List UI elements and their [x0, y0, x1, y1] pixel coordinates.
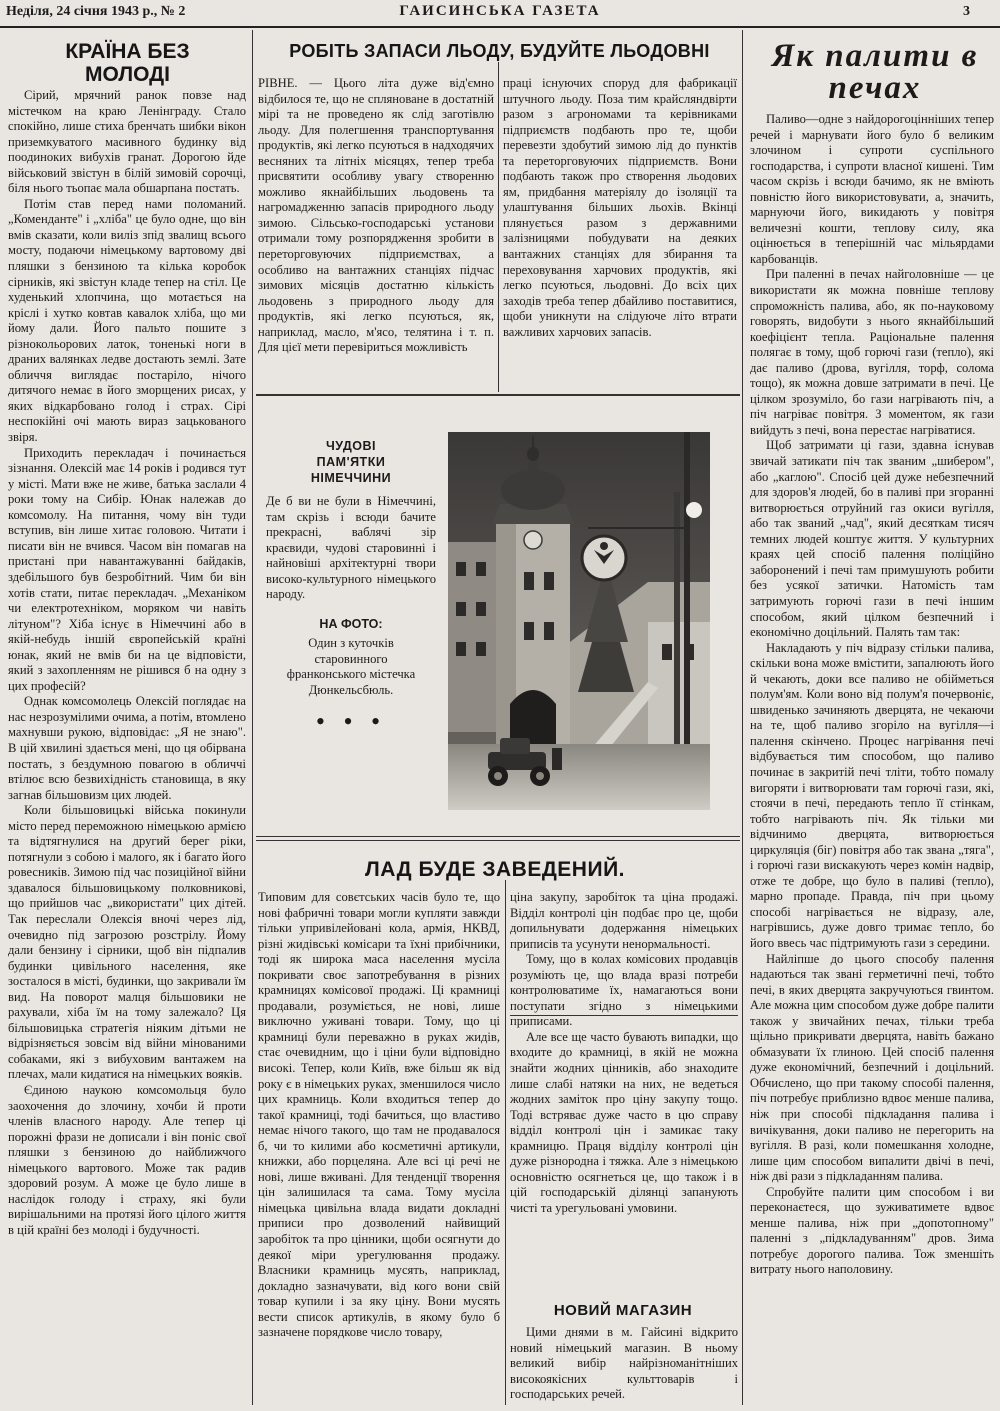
paragraph: Спробуйте палити цим способом і ви переконаєтеся, що зуживатимете вдвоє менше палива, ніж при „допотопному" паленні з „підкладуванням" дров. Зима потребує дорогого палива. Тож зменшіть витрату нього наполовину.: [750, 1184, 994, 1277]
section-divider: [256, 836, 740, 837]
paragraph: При паленні в печах найголовніше — це використати як можна повніше теплову спроможність палива, або, як по-науковому говорять, видобути з нього якнайбільший коефіцієнт тепла. Раціональне палення полягає в тому, щоб горючі гази (тепло), які дає паливо (дрова, вугілля, торф, солома тощо), як можна довше затримати в печі. Це цілком зрозуміло, бо гази нагрівають піч, а піч нагріває повітря. З моментом, як гази вийдуть з печі, вона перестає нагріватися.: [750, 267, 994, 437]
article-order-col2: [510, 890, 738, 1215]
column-divider: [505, 880, 506, 1405]
column-divider: [742, 30, 743, 1405]
paragraph: Приходить перекладач і починається зізнання. Олексій має 14 років і родився тут у місті. Мати вже не живе, батька заслали 4 роки тому на Сибір. Юнак належав до комсомолу. На питання, чому він туди вступив, він лише хитає головою. Читати і писати він не вчився. Часом він помагав на пристані при навантажуванні байдаків, здебільшого був безробітний. Чим би він хотів стати, питає перекладач. „Механіком чи електротехніком, моряком чи навіть літуном"? Хіба існує в Німеччині або в якій-небудь іншій європейській країні юнак, який не вмів би на це відповісти, який з захопленням не рішився б на одну з цих професій?: [8, 445, 246, 693]
paragraph: Паливо—одне з найдорогоцінніших тепер речей і марнувати його було б великим злочином і супроти суспільного господарства, і супроти власної кишені. Тим часом скрізь і всюди бачимо, як не вміють повністю його використовувати, а, значить, марнуючи його, викидають у повітря величезні кошти, теплову силу, яка оцінюється в теперішній час мільярдами карбованців.: [750, 112, 994, 266]
article-country-body: [8, 88, 246, 1406]
paragraph: Щоб затримати ці гази, здавна існував звичай затикати піч так званим „шибером", або „каглою". Спосіб цей дуже небезпечний для здоров'я людей, бо в паливі при згоранні витворюється отруйний газ окиси вугілля, або так званий „чад", який десяткам тисяч темних людей коштує життя. У культурних краях цей спосіб палення поліційно заборонений і печі там примушують робити без усякої затички. Натомість там затримують горючі гази в печі іншим способом, який цілком безпечний і економічно доцільний. Палять там так:: [750, 438, 994, 640]
article-shop-body: [510, 1325, 738, 1407]
paragraph: Сірий, мрячний ранок повзе над містечком на краю Ленінграду. Стало спокійно, лише стиха бренчать шибки вікон приземкуватого масивного будинку від поодиноких вибухів гранат. Дорогою йде військовий звістун в білій зимовій сорочці, біля нього тьопає мала обшарпана постать.: [8, 88, 246, 196]
section-divider: [256, 394, 740, 396]
headline-stove: Як палити в печах: [771, 38, 979, 106]
caption-text: Де б ви не були в Німеччині, там скрізь і всюди бачите прекрасні, ваблячі зір краєвиди, чудові старовинні і найновіші архітектурні твори високо-культурного німецького народу.: [266, 494, 436, 601]
paragraph: Тому, що в колах комісових продавців розуміють це, що влада вразі потреби контролюватиме їх, намагаються вони поступати згідно з німецькими приписами.: [510, 952, 738, 1029]
paragraph: ціна закупу, заробіток та ціна продажі. Відділ контролі цін подбає про це, щоби допильнувати додержання німецьких приписів та усунути ненормальності.: [510, 890, 738, 951]
page-number: 3: [963, 4, 970, 19]
issue-date: Неділя, 24 січня 1943 р., № 2: [6, 4, 186, 19]
paragraph: Однак комсомолець Олексій поглядає на нас незрозумілими очима, а потім, втомлено махнувши рукою, відповідає: „Я не знаю". В цій хвилині здається мені, що ця обірвана постать, з бездумною повагою в обличчі втілює всю безвихідність становища, в яку загнав більшовизм цих людей.: [8, 694, 246, 802]
section-divider: [256, 840, 740, 841]
headline-order: ЛАД БУДЕ ЗАВЕДЕНИЙ.: [365, 858, 625, 881]
caption-photo-text: Один з куточків старовинного франконського містечка Дюнкельсбюль.: [286, 636, 416, 697]
article-ice-col2: праці існуючих споруд для фабрикації штучного льоду. Поза тим крайсляндвірти разом з агрономами та керівниками підприємств подбають про те, щоби перевезти здобутий зимою лід до пунктів та переторговуючих підприємств. Вони подбають також про створення льодових ям, придбання матеріялу до ізоляції та улаштування більших льохів. Вкінці плянується разом з державними залізницями побудувати на деяких вантажних станціях для збирання та переховування харчових продуктів, які легко псуються, льодовні. До всіх цих заходів треба тепер дбайливо поставитися, щоби уникнути на слідуюче літо втрати важливих харчових запасів.: [503, 76, 737, 339]
article-ice-col1: РІВНЕ. — Цього літа дуже від'ємно відбилося те, що не спляноване в достатній мірі та не проведено як слід заготівлю льоду. Для полегшення транспортування продуктів, які легко псуються в надходячих весняних та літніх місяцях, тепер треба присвятити особливу увагу створенню можливо якнайбільших льодовень та нагромадженню запасів природного льоду зимою. Сільсько-господарські установи отримали тому розпорядження зробити в переторговуючих підприємствах, а особливо на вантажних станціях підчас зимових місяців достатню кількість льодовень з природного льоду для продуктів, які легко псуються, як, наприклад, масло, м'ясо, телятина і т. п. Для цієї мети перевіриться можливість: [258, 76, 494, 355]
paragraph: Але все ще часто бувають випадки, що входите до крамниці, в якій не можна знайти жодних цінників, або знаходите лише слабі натяки на них, не ведеться жодних заміток про ціну закупу тощо. Тоді встряває дуже часто в цю справу відділ контролі цін і замикає таку крамницю. Праця відділу контролі цін дуже різнородна і тяжка. Але з німецькою основністю осягнеться це, що також і в цій господарській ділянці запанують чисті та урегульовані умовини.: [510, 1029, 738, 1215]
article-order-col1: Типовим для совєтських часів було те, що нові фабричні товари могли купляти завжди тільки упривілейовані кола, армія, НКВД, різні жидівські комісари та їхні прибічники, тоді як широка маса населення мусіла покривати своє запотребування в різних крамницях комісової продажі. Ці крамниці продавали, розуміється, не нові, лише виключно уживані товари. Тому, що ці крамниці були переважно в руках жидів, стає очевидним, що і ціни були відповідно високі. Тепер, коли Київ, вже більш як від року є в німецьких руках, зменшилося число цих крамниць. Коли входиться тепер до такої крамниці, тоді бачиться, що властиво немає нічого такого, що там не продавалося б, чи то килими або косметичні артикули, книжки, або порцеляна. Але всі ці речі не нові, лише вживані. Для тенденції творення цін залишилася та сама. Тому мусіла німецька цивільна влада видати докладні приписи про дозволений найвищий заробіток та про цінники, щоби осягнути до деякої міри урегулювання продажу. Власники крамниць мусять, наприклад, докладно зазначувати, від кого вони свій товар купили і за яку ціну. Вони мусять вести список артикулів, в якому було б зазначене порядкове число товару,: [258, 890, 500, 1340]
paragraph: Потім став перед нами поломаний. „Коменданте" і „хліба" це було одне, що він вмів сказати, коли виліз зпід звалищ всього мосту, подаючи німецькому вартовому дві пляшки з бензиною та кілька коробок сірників, які звістун кладе тепер на стіл. Це худенький хлопчина, що мотається на кріслі і хутко ковтав кавалок хліба, що ми йому дали. Його пальто пошите з різнокольорових латок, тоненькі ноги в драних валянках ледве достають землі. Зате обличчя виглядає постаріло, нічого дитячого немає в його зморщених рисах, у яких відкарбовано голод і страх. Сірі неспокійні очі мають вираз зацькованого звіря.: [8, 196, 246, 445]
newspaper-title: ГАИСИНСЬКА ГАЗЕТА: [399, 3, 601, 19]
paragraph: Коли більшовицькі війська покинули місто перед переможною німецькою армією та відтягнулися на другий берег ріки, потягнули з собою і малого, як і багато його ровесників. Зимою під час позиційної війни здавалося більшовицькому полковникові, що прийшов час „використати" цих дітей. Так переслали Олексія вночі через лід, очевидно під загрозою розстрілу. Йому дали бензину і сірники, щоб він підпалив будинки цивільного населення, яке зосталося в місті, будинки, що закривали їм вид. На поворот малця більшовики не рахували, хіба їм на тому залежало? Ця більшовицька стратегія ніяким дітьми не відрізняється зовсім від війни мінованими собаками, які з вибуховим вантажем на плечах, мали кидатися на німецьких вояків.: [8, 803, 246, 1082]
photo-dinkelsbuehl-tower: [448, 432, 710, 810]
ornament: • • •: [315, 707, 387, 736]
headline-ice: РОБІТЬ ЗАПАСИ ЛЬОДУ, БУДУЙТЕ ЛЬОДОВНІ: [289, 41, 710, 61]
paragraph: Накладають у піч відразу стільки палива, скільки вона може вмістити, запалюють його й чекають, доки все паливо не обійметься полум'ям. Коли воно від полум'я почервоніє, швиденько зачиняють дверцята, не чекаючи на те, щоб паливо згоріло на вугілля—і палення скінчено. Процес нагрівання печі відбувається тим способом, що паливо починає в закритій печі тліти, тобто помалу вигоряти і витворювати там горючі гази, які, стоячи в печі, передають тепло її стінкам, тобто нагрівають піч. Як тільки ми відчинимо дверцята, витворюється циркуляція (біг) повітря або так звана „тяга", і горючі гази вискакують через комін надвір, отже те добре, що було в паливі (тепло), марно пропаде. Правда, піч при цьому способі нагрівається не відразу, але, нагрівшись, дуже довго тримає тепло, бо його ввесь час підтримують гази з середини.: [750, 640, 994, 950]
column-divider: [498, 62, 499, 392]
headline-country: КРАЇНА БЕЗ МОЛОДІ: [65, 40, 190, 86]
column-divider: [252, 30, 253, 1405]
paragraph: Цими днями в м. Гайсині відкрито новий німецький магазин. В ньому великий вибір найрізноманітніших високоякісних культтоварів і господарських речей.: [510, 1325, 738, 1402]
photo-image: [448, 432, 710, 810]
paragraph: Найліпше до цього способу палення надаються так звані герметичні печі, тобто печі, в яких дверцята закручуються гвинтом. Але можна цим способом дуже добре палити також у звичайних печах, тільки треба щільно прикривати дверцята, навіть бажано обмазувати їх глиною. Цей спосіб палення дуже економічний, безпечний і доцільний. Обчислено, що при такому способі палення, піч потребує приблизно вдвоє менше палива, ніж при способі підкладання палива і вичікування, доки паливо не перегорить на вугілля. В разі, коли помешкання холодне, лише цим способом випалити двічі в печі, ніж дві рази з підкладанням палива.: [750, 951, 994, 1184]
masthead: [0, 0, 1000, 28]
paragraph: Єдиною наукою комсомольця було заохочення до злочину, хочби й проти членів власного народу. Але тепер ці порожні фрази не дописали і він поніс свої пляшки з бензиною до найближчого німецького вартового. Може так радив здоровий розум. А може це було лише в наслідок голоду і страху, які були вирішальними на протязі його цілого життя в цій країні без молоді і будучності.: [8, 1083, 246, 1237]
caption-title: ЧУДОВІ ПАМ'ЯТКИ НІМЕЧЧИНИ: [310, 439, 392, 485]
headline-shop: НОВИЙ МАГАЗИН: [553, 1302, 693, 1319]
photo-caption: [262, 438, 440, 736]
caption-label: НА ФОТО:: [319, 616, 383, 631]
article-stove-body: [750, 112, 994, 1406]
